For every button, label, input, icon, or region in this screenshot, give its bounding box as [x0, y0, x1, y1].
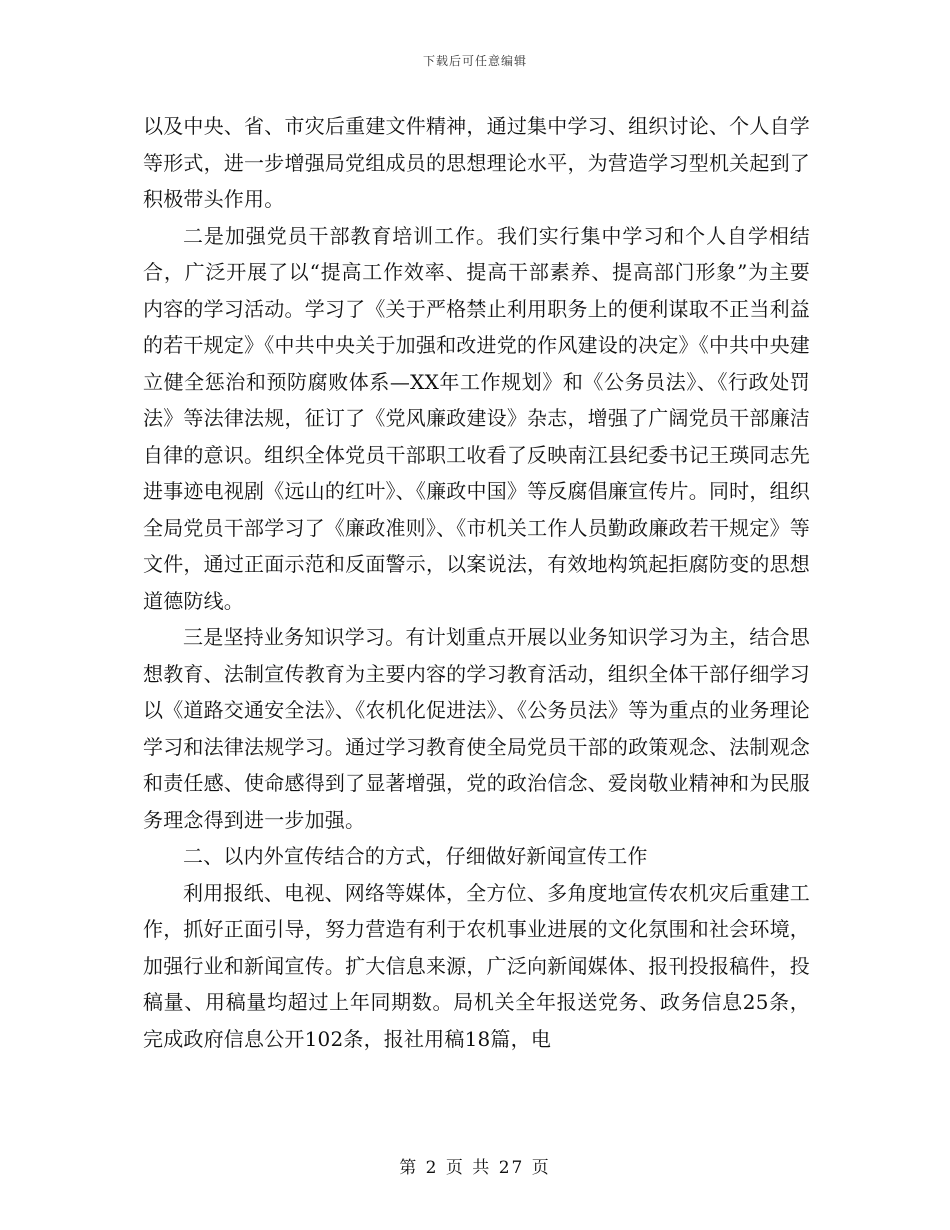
- document-body: [143, 108, 810, 1057]
- page-header: 下载后可任意编辑: [422, 54, 527, 68]
- paragraph-media-publicity: 利用报纸、电视、网络等媒体，全方位、多角度地宣传农机灾后重建工作，抓好正面引导，努力营造有利于农机事业进展的文化氛围和社会环境，加强行业和新闻宣传。扩大信息来源，广泛向新闻媒体、报刊投报稿件，投稿量、用稿量均超过上年同期数。局机关全年报送党务、政务信息25条，完成政府信息公开102条，报社用稿18篇，电: [143, 880, 810, 1051]
- paragraph-continuation: 以及中央、省、市灾后重建文件精神，通过集中学习、组织讨论、个人自学等形式，进一步增强局党组成员的思想理论水平，为营造学习型机关起到了积极带头作用。: [143, 114, 810, 211]
- paragraph-business-study: 三是坚持业务知识学习。有计划重点开展以业务知识学习为主，结合思想教育、法制宣传教育为主要内容的学习教育活动，组织全体干部仔细学习以《道路交通安全法》、《农机化促进法》、《公务员法》等为重点的业务理论学习和法律法规学习。通过学习教育使全局党员干部的政策观念、法制观念和责任感、使命感得到了显著增强，党的政治信念、爱岗敬业精神和为民服务理念得到进一步加强。: [143, 625, 810, 832]
- section-heading-news-publicity: 二、以内外宣传结合的方式，仔细做好新闻宣传工作: [183, 844, 648, 868]
- page-footer: 第 2 页 共 27 页: [399, 1158, 551, 1178]
- paragraph-cadre-training: 二是加强党员干部教育培训工作。我们实行集中学习和个人自学相结合，广泛开展了以“提高工作效率、提高干部素养、提高部门形象”为主要内容的学习活动。学习了《关于严格禁止利用职务上的便利谋取不正当利益的若干规定》《中共中央关于加强和改进党的作风建设的决定》《中共中央建立健全惩治和预防腐败体系—XX年工作规划》和《公务员法》、《行政处罚法》等法律法规，征订了《党风廉政建设》杂志，增强了广阔党员干部廉洁自律的意识。组织全体党员干部职工收看了反映南江县纪委书记王瑛同志先进事迹电视剧《远山的红叶》、《廉政中国》等反腐倡廉宣传片。同时，组织全局党员干部学习了《廉政准则》、《市机关工作人员勤政廉政若干规定》等文件，通过正面示范和反面警示，以案说法，有效地构筑起拒腐防变的思想道德防线。: [143, 223, 810, 613]
